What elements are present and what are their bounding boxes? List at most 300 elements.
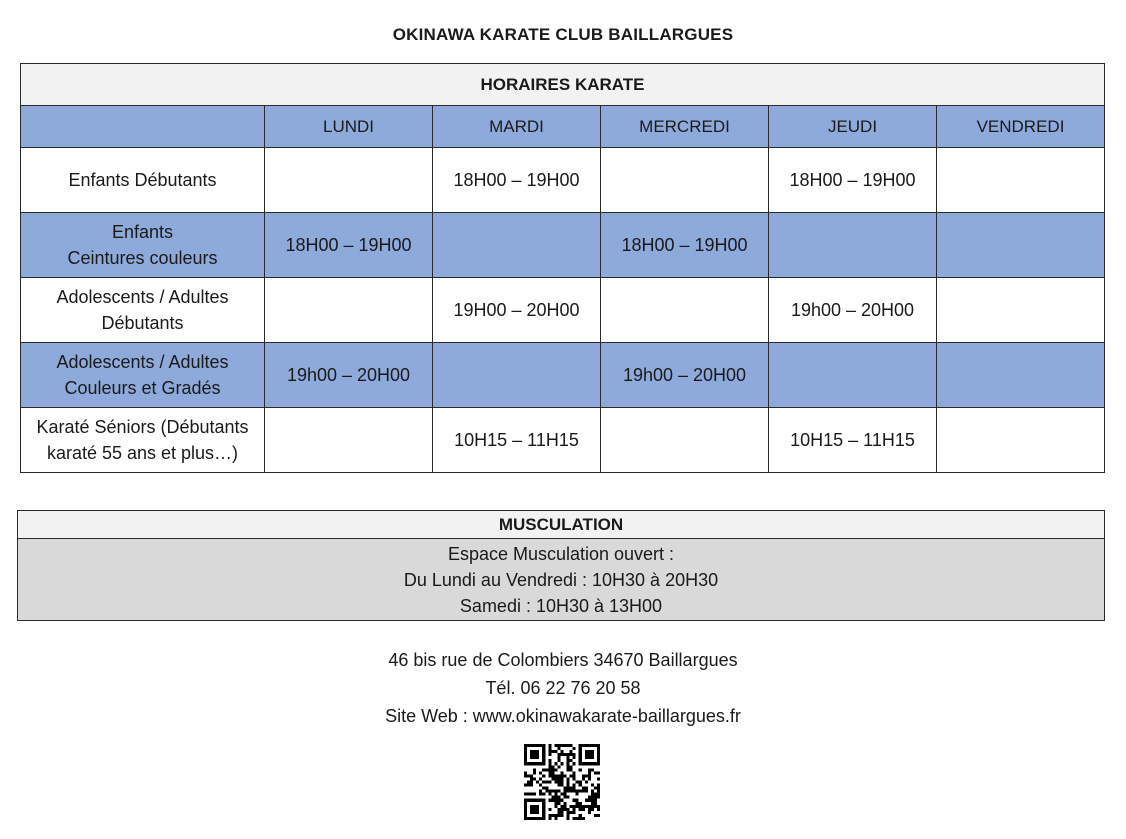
qr-module xyxy=(548,774,551,777)
qr-module xyxy=(573,805,576,808)
qr-module xyxy=(533,768,536,771)
qr-module xyxy=(560,799,563,802)
contact-block xyxy=(0,646,1126,730)
slot-cell xyxy=(601,148,769,213)
qr-module xyxy=(591,808,594,811)
qr-module xyxy=(554,790,557,793)
qr-module xyxy=(545,787,548,790)
qr-module xyxy=(579,780,582,783)
qr-module xyxy=(530,805,533,808)
slot-cell xyxy=(937,408,1105,473)
qr-module xyxy=(579,753,582,756)
qr-module xyxy=(597,787,600,790)
qr-module xyxy=(573,753,576,756)
qr-module xyxy=(597,744,600,747)
qr-module xyxy=(551,750,554,753)
qr-module xyxy=(539,744,542,747)
qr-module xyxy=(536,780,539,783)
qr-module xyxy=(591,784,594,787)
qr-module xyxy=(524,759,527,762)
schedule-table xyxy=(20,63,1105,473)
qr-module xyxy=(597,784,600,787)
slot-cell: 18H00 – 19H00 xyxy=(265,213,433,278)
qr-module xyxy=(536,750,539,753)
qr-module xyxy=(548,799,551,802)
qr-module xyxy=(524,802,527,805)
qr-module xyxy=(570,790,573,793)
qr-module xyxy=(542,793,545,796)
qr-module xyxy=(536,799,539,802)
qr-module xyxy=(582,744,585,747)
qr-module xyxy=(557,780,560,783)
qr-module xyxy=(591,753,594,756)
qr-module xyxy=(567,784,570,787)
qr-module xyxy=(567,790,570,793)
slot-cell: 19H00 – 20H00 xyxy=(433,278,601,343)
qr-module xyxy=(564,787,567,790)
qr-module xyxy=(548,750,551,753)
qr-module xyxy=(588,771,591,774)
qr-module xyxy=(542,753,545,756)
qr-module xyxy=(567,756,570,759)
qr-module xyxy=(597,814,600,817)
qr-module xyxy=(573,774,576,777)
qr-module xyxy=(588,744,591,747)
qr-module xyxy=(527,817,530,820)
qr-module xyxy=(542,762,545,765)
qr-module xyxy=(567,796,570,799)
qr-module xyxy=(554,802,557,805)
qr-module xyxy=(524,811,527,814)
qr-module xyxy=(588,811,591,814)
qr-module xyxy=(573,790,576,793)
qr-module xyxy=(591,790,594,793)
qr-module xyxy=(545,768,548,771)
qr-module xyxy=(548,747,551,750)
qr-module xyxy=(594,744,597,747)
qr-module xyxy=(588,762,591,765)
row-label-line: Adolescents / Adultes xyxy=(56,352,229,372)
qr-module xyxy=(551,790,554,793)
qr-module xyxy=(591,744,594,747)
qr-module xyxy=(542,808,545,811)
qr-module xyxy=(554,762,557,765)
musculation-box xyxy=(17,510,1105,621)
qr-module xyxy=(567,780,570,783)
qr-module xyxy=(576,793,579,796)
qr-module xyxy=(560,814,563,817)
qr-module xyxy=(588,808,591,811)
qr-module xyxy=(570,811,573,814)
qr-module xyxy=(533,793,536,796)
qr-module xyxy=(551,771,554,774)
qr-module xyxy=(567,817,570,820)
qr-module xyxy=(567,744,570,747)
qr-module xyxy=(573,777,576,780)
qr-module xyxy=(533,756,536,759)
qr-module xyxy=(579,814,582,817)
qr-module xyxy=(554,780,557,783)
qr-module xyxy=(579,768,582,771)
qr-module xyxy=(548,790,551,793)
qr-module xyxy=(530,744,533,747)
table-row xyxy=(21,148,1105,213)
qr-module xyxy=(542,750,545,753)
musculation-line: Du Lundi au Vendredi : 10H30 à 20H30 xyxy=(403,570,719,590)
qr-module xyxy=(548,768,551,771)
qr-module xyxy=(570,774,573,777)
slot-cell: 18H00 – 19H00 xyxy=(601,213,769,278)
qr-module xyxy=(567,768,570,771)
qr-module xyxy=(564,802,567,805)
slot-cell: 10H15 – 11H15 xyxy=(433,408,601,473)
qr-module xyxy=(533,811,536,814)
qr-module xyxy=(548,817,551,820)
qr-module xyxy=(594,805,597,808)
qr-module xyxy=(527,784,530,787)
qr-module xyxy=(576,805,579,808)
qr-module xyxy=(597,796,600,799)
qr-module xyxy=(570,787,573,790)
qr-module xyxy=(539,793,542,796)
qr-module xyxy=(530,793,533,796)
qr-module xyxy=(557,796,560,799)
qr-module xyxy=(597,777,600,780)
qr-module xyxy=(551,765,554,768)
qr-module xyxy=(557,784,560,787)
slot-cell xyxy=(265,148,433,213)
qr-module xyxy=(573,762,576,765)
qr-module xyxy=(579,805,582,808)
qr-module xyxy=(560,771,563,774)
qr-module xyxy=(594,814,597,817)
qr-module xyxy=(594,771,597,774)
qr-module xyxy=(524,793,527,796)
slot-cell xyxy=(769,343,937,408)
qr-module xyxy=(585,787,588,790)
qr-module xyxy=(536,753,539,756)
qr-module xyxy=(545,790,548,793)
qr-module xyxy=(527,799,530,802)
qr-module xyxy=(548,808,551,811)
qr-module xyxy=(536,811,539,814)
qr-module xyxy=(585,799,588,802)
qr-module xyxy=(533,817,536,820)
qr-module xyxy=(539,817,542,820)
slot-cell xyxy=(433,343,601,408)
qr-module xyxy=(536,805,539,808)
qr-module xyxy=(557,777,560,780)
slot-cell: 19h00 – 20H00 xyxy=(265,343,433,408)
qr-module xyxy=(542,817,545,820)
qr-module xyxy=(539,784,542,787)
qr-module xyxy=(564,793,567,796)
qr-module xyxy=(557,759,560,762)
qr-module xyxy=(533,750,536,753)
qr-module xyxy=(557,765,560,768)
qr-module xyxy=(539,777,542,780)
qr-module xyxy=(530,777,533,780)
qr-module xyxy=(524,814,527,817)
qr-module xyxy=(597,747,600,750)
qr-module xyxy=(539,762,542,765)
qr-module xyxy=(533,744,536,747)
qr-module xyxy=(530,784,533,787)
qr-module xyxy=(588,777,591,780)
qr-module xyxy=(582,777,585,780)
qr-module xyxy=(557,744,560,747)
qr-module xyxy=(570,759,573,762)
qr-module xyxy=(542,802,545,805)
qr-module xyxy=(560,784,563,787)
qr-module xyxy=(560,793,563,796)
qr-module xyxy=(560,777,563,780)
qr-module xyxy=(576,799,579,802)
qr-module xyxy=(524,756,527,759)
qr-module xyxy=(554,799,557,802)
row-label xyxy=(21,278,265,343)
row-label-line: Adolescents / Adultes xyxy=(56,287,229,307)
qr-module xyxy=(573,756,576,759)
qr-module xyxy=(524,762,527,765)
qr-module xyxy=(524,774,527,777)
qr-module xyxy=(588,750,591,753)
qr-module xyxy=(579,790,582,793)
qr-module xyxy=(524,744,527,747)
qr-module xyxy=(591,762,594,765)
header-day-mardi: MARDI xyxy=(433,106,601,148)
qr-module xyxy=(567,753,570,756)
qr-module xyxy=(554,814,557,817)
row-label-line: karaté 55 ans et plus…) xyxy=(46,443,239,463)
qr-module xyxy=(542,814,545,817)
qr-module xyxy=(567,811,570,814)
qr-module xyxy=(588,753,591,756)
qr-module xyxy=(542,747,545,750)
qr-module xyxy=(551,768,554,771)
qr-module xyxy=(527,793,530,796)
slot-cell: 18H00 – 19H00 xyxy=(769,148,937,213)
qr-module xyxy=(557,774,560,777)
qr-module xyxy=(585,756,588,759)
qr-module xyxy=(533,799,536,802)
slot-cell xyxy=(601,278,769,343)
qr-module xyxy=(582,808,585,811)
qr-module xyxy=(594,799,597,802)
qr-module xyxy=(588,756,591,759)
qr-module xyxy=(567,762,570,765)
table-row xyxy=(21,343,1105,408)
qr-module xyxy=(591,793,594,796)
schedule-caption: HORAIRES KARATE xyxy=(21,64,1105,106)
qr-module xyxy=(594,802,597,805)
qr-module xyxy=(564,808,567,811)
qr-module xyxy=(557,802,560,805)
table-row xyxy=(21,278,1105,343)
qr-module xyxy=(591,750,594,753)
musculation-hours xyxy=(18,539,1104,620)
row-label-line: Débutants xyxy=(101,313,184,333)
qr-module xyxy=(597,793,600,796)
qr-module xyxy=(557,799,560,802)
qr-module xyxy=(554,777,557,780)
qr-module xyxy=(564,774,567,777)
slot-cell xyxy=(937,213,1105,278)
qr-module xyxy=(567,765,570,768)
row-label xyxy=(21,408,265,473)
qr-module xyxy=(597,762,600,765)
qr-module xyxy=(539,771,542,774)
qr-module xyxy=(573,747,576,750)
qr-module xyxy=(551,799,554,802)
qr-module xyxy=(567,759,570,762)
qr-module xyxy=(582,817,585,820)
qr-module xyxy=(542,768,545,771)
header-empty-cell xyxy=(21,106,265,148)
qr-module xyxy=(597,753,600,756)
qr-module xyxy=(582,787,585,790)
qr-module xyxy=(530,780,533,783)
qr-module xyxy=(597,771,600,774)
qr-module xyxy=(539,799,542,802)
qr-module xyxy=(573,787,576,790)
qr-module xyxy=(548,759,551,762)
qr-module xyxy=(539,790,542,793)
header-day-vendredi: VENDREDI xyxy=(937,106,1105,148)
qr-module xyxy=(524,799,527,802)
qr-module xyxy=(524,817,527,820)
slot-cell: 10H15 – 11H15 xyxy=(769,408,937,473)
qr-module xyxy=(567,814,570,817)
qr-module xyxy=(579,750,582,753)
qr-module xyxy=(579,759,582,762)
qr-module xyxy=(567,787,570,790)
qr-module xyxy=(524,805,527,808)
qr-module xyxy=(548,744,551,747)
qr-module xyxy=(536,744,539,747)
row-label-line: Ceintures couleurs xyxy=(67,248,218,268)
qr-module xyxy=(573,784,576,787)
qr-module xyxy=(527,744,530,747)
slot-cell: 19h00 – 20H00 xyxy=(601,343,769,408)
qr-module xyxy=(597,808,600,811)
schedule-header-row xyxy=(21,106,1105,148)
qr-module xyxy=(573,771,576,774)
qr-module xyxy=(557,811,560,814)
qr-module xyxy=(557,814,560,817)
musculation-line: Samedi : 10H30 à 13H00 xyxy=(459,596,663,616)
qr-module xyxy=(524,747,527,750)
qr-module xyxy=(533,762,536,765)
qr-module xyxy=(594,762,597,765)
qr-module xyxy=(564,805,567,808)
qr-module xyxy=(573,808,576,811)
qr-module xyxy=(554,796,557,799)
qr-module xyxy=(582,774,585,777)
qr-module xyxy=(585,762,588,765)
qr-module xyxy=(585,750,588,753)
qr-module xyxy=(560,762,563,765)
qr-module xyxy=(548,753,551,756)
qr-module xyxy=(564,753,567,756)
qr-module xyxy=(594,796,597,799)
slot-cell xyxy=(769,213,937,278)
qr-module xyxy=(524,784,527,787)
qr-module xyxy=(567,808,570,811)
qr-module xyxy=(551,814,554,817)
qr-module xyxy=(570,805,573,808)
qr-module xyxy=(554,805,557,808)
qr-module xyxy=(579,808,582,811)
qr-module xyxy=(542,759,545,762)
slot-cell: 19h00 – 20H00 xyxy=(769,278,937,343)
qr-module xyxy=(579,762,582,765)
qr-module xyxy=(554,768,557,771)
qr-module xyxy=(567,777,570,780)
qr-module xyxy=(585,805,588,808)
slot-cell xyxy=(937,343,1105,408)
qr-module xyxy=(582,805,585,808)
qr-module xyxy=(557,790,560,793)
row-label xyxy=(21,213,265,278)
qr-module xyxy=(591,768,594,771)
qr-module xyxy=(542,787,545,790)
qr-module xyxy=(570,753,573,756)
qr-module xyxy=(579,817,582,820)
qr-module xyxy=(551,777,554,780)
qr-module xyxy=(524,753,527,756)
qr-module xyxy=(570,744,573,747)
qr-module xyxy=(527,774,530,777)
qr-module xyxy=(597,756,600,759)
qr-module xyxy=(570,765,573,768)
qr-module xyxy=(560,744,563,747)
slot-cell xyxy=(265,278,433,343)
qr-module xyxy=(560,774,563,777)
qr-module xyxy=(585,744,588,747)
qr-module xyxy=(585,774,588,777)
qr-module xyxy=(533,771,536,774)
contact-address: 46 bis rue de Colombiers 34670 Baillargues xyxy=(388,650,738,670)
qr-module xyxy=(579,802,582,805)
qr-module xyxy=(551,774,554,777)
qr-module xyxy=(579,756,582,759)
qr-module xyxy=(576,802,579,805)
musculation-line: Espace Musculation ouvert : xyxy=(447,544,675,564)
qr-module xyxy=(576,790,579,793)
slot-cell xyxy=(937,278,1105,343)
qr-module xyxy=(564,744,567,747)
header-day-lundi: LUNDI xyxy=(265,106,433,148)
qr-module xyxy=(542,780,545,783)
qr-module xyxy=(585,753,588,756)
qr-module xyxy=(554,817,557,820)
page-title: OKINAWA KARATE CLUB BAILLARGUES xyxy=(392,25,734,44)
table-row xyxy=(21,408,1105,473)
qr-module xyxy=(530,753,533,756)
qr-module xyxy=(530,799,533,802)
slot-cell xyxy=(937,148,1105,213)
qr-module xyxy=(588,774,591,777)
qr-module xyxy=(564,796,567,799)
qr-module xyxy=(527,780,530,783)
qr-module xyxy=(524,750,527,753)
qr-module xyxy=(530,756,533,759)
qr-module xyxy=(524,771,527,774)
schedule-caption-row xyxy=(21,64,1105,106)
qr-module xyxy=(585,780,588,783)
qr-module xyxy=(554,774,557,777)
